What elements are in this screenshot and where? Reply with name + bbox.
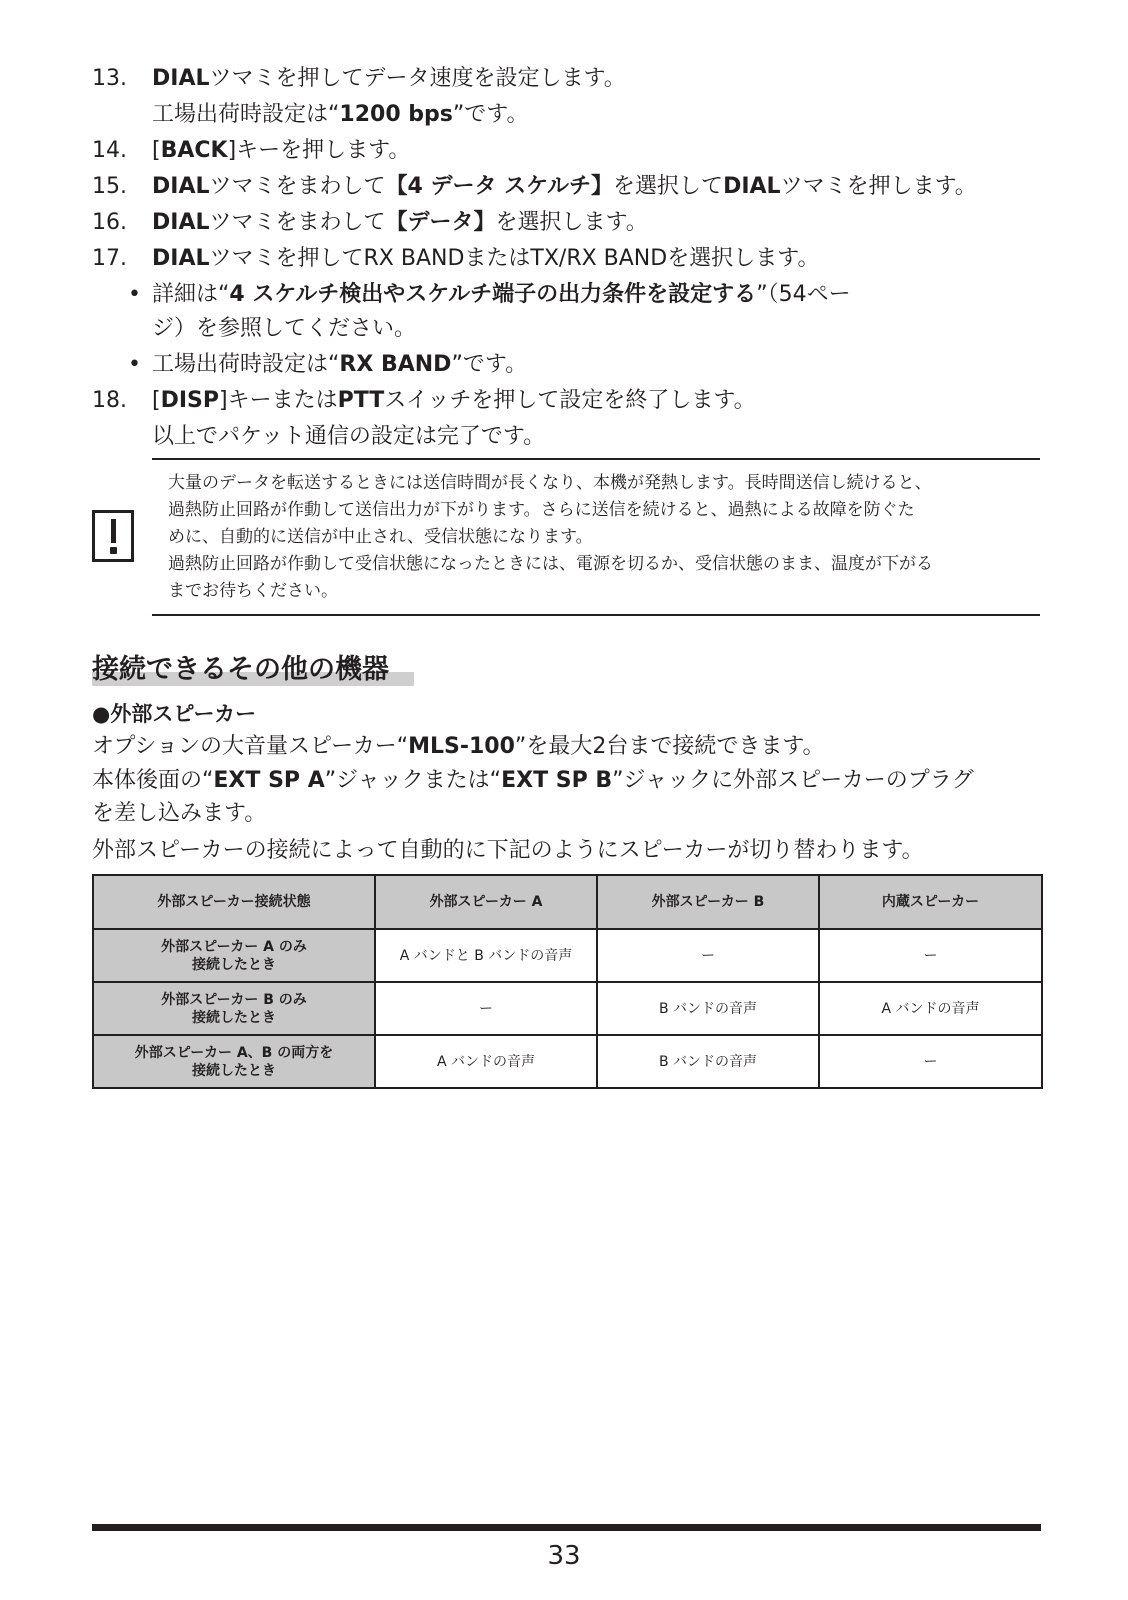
step-number: 13. xyxy=(92,66,127,91)
step-14 xyxy=(92,136,410,166)
state-line: 外部スピーカー A のみ xyxy=(161,938,307,955)
text-bold: DIAL xyxy=(152,174,210,199)
text: ]キーまたは xyxy=(219,388,338,413)
text: ツマミを押してRX BANDまたはTX/RX BANDを選択します。 xyxy=(209,246,820,271)
cell-external-a: ー xyxy=(375,982,597,1035)
text-bold: DIAL xyxy=(152,66,210,91)
text: スイッチを押して設定を終了します。 xyxy=(384,388,756,413)
text: を差し込みます。 xyxy=(92,801,267,826)
text: ツマミをまわして xyxy=(209,210,386,235)
row-state xyxy=(93,982,375,1035)
text: ]キーを押します。 xyxy=(227,138,411,163)
paragraph-3 xyxy=(92,799,266,829)
header-external-b: 外部スピーカー B xyxy=(597,875,819,929)
text: ”（54ペー xyxy=(756,282,851,307)
text-bold: DIAL xyxy=(723,174,781,199)
header-internal: 内蔵スピーカー xyxy=(819,875,1042,929)
text-bold: RX BAND xyxy=(339,352,452,377)
step-18-completion xyxy=(152,422,545,452)
header-connection-state: 外部スピーカー接続状態 xyxy=(93,875,375,929)
step-number: 15. xyxy=(92,174,127,199)
text: 工場出荷時設定は“ xyxy=(152,352,340,377)
step-16 xyxy=(92,208,648,238)
text: ”です。 xyxy=(451,352,528,377)
text: ”です。 xyxy=(452,102,529,127)
caution-line-5: までお待ちください。 xyxy=(168,581,338,601)
caution-top-rule xyxy=(152,458,1040,460)
step-number: 14. xyxy=(92,138,127,163)
text-bold: DIAL xyxy=(152,210,210,235)
text-bold: 4 スケルチ検出やスケルチ端子の出力条件を設定する xyxy=(229,282,757,307)
bullet-dot: • xyxy=(128,282,141,307)
step-number: 16. xyxy=(92,210,127,235)
cell-internal: ー xyxy=(819,1035,1042,1088)
text: ”ジャックまたは“ xyxy=(324,768,502,793)
text-bold: DIAL xyxy=(152,246,210,271)
table-header-row xyxy=(93,875,1042,929)
page-number: 33 xyxy=(547,1541,581,1571)
text: ”を最大2台まで接続できます。 xyxy=(514,734,825,759)
section-heading: 接続できるその他の機器 xyxy=(92,654,389,685)
step-number: 18. xyxy=(92,388,127,413)
step-17-detail-continued xyxy=(152,314,416,344)
cell-external-b: B バンドの音声 xyxy=(597,1035,819,1088)
text-bold: EXT SP A xyxy=(213,768,325,793)
step-13 xyxy=(92,64,626,94)
cell-internal: A バンドの音声 xyxy=(819,982,1042,1035)
speaker-table xyxy=(92,874,1043,1089)
cell-external-b: ー xyxy=(597,929,819,982)
exclamation-icon xyxy=(92,510,134,562)
text: [ xyxy=(152,138,161,163)
text: 詳細は“ xyxy=(152,282,230,307)
table-row xyxy=(93,929,1042,982)
text: を選択して xyxy=(613,174,724,199)
cell-internal: ー xyxy=(819,929,1042,982)
cell-external-b: B バンドの音声 xyxy=(597,982,819,1035)
row-state xyxy=(93,929,375,982)
text-bold: 【4 データ スケルチ】 xyxy=(385,174,614,199)
cell-external-a: A バンドの音声 xyxy=(375,1035,597,1088)
state-line: 外部スピーカー B のみ xyxy=(161,991,307,1008)
step-18 xyxy=(92,386,756,416)
bullet-dot: • xyxy=(128,352,141,377)
step-number: 17. xyxy=(92,246,127,271)
text: 以上でパケット通信の設定は完了です。 xyxy=(152,424,546,449)
text: ”ジャックに外部スピーカーのプラグ xyxy=(612,768,974,793)
text: オプションの大音量スピーカー“ xyxy=(92,734,409,759)
row-state xyxy=(93,1035,375,1088)
caution-line-1: 大量のデータを転送するときには送信時間が長くなり、本機が発熱します。長時間送信し続けると、 xyxy=(168,473,932,493)
text-bold: MLS-100 xyxy=(408,734,515,759)
text-bold: 【データ】 xyxy=(385,210,496,235)
step-17-detail-bullet xyxy=(128,280,851,310)
text: [ xyxy=(152,388,161,413)
state-line: 外部スピーカー A、B の両方を xyxy=(134,1044,334,1061)
caution-line-2: 過熱防止回路が作動して送信出力が下がります。さらに送信を続けると、過熱による故障を防ぐた xyxy=(168,500,915,520)
text-bold: 1200 bps xyxy=(339,102,453,127)
step-17 xyxy=(92,244,819,274)
table-row xyxy=(93,982,1042,1035)
caution-line-4: 過熱防止回路が作動して受信状態になったときには、電源を切るか、受信状態のまま、温度が下がる xyxy=(168,554,933,574)
caution-bottom-rule xyxy=(152,614,1040,616)
text: 工場出荷時設定は“ xyxy=(152,102,340,127)
step-13-default xyxy=(152,100,529,130)
cell-external-a: A バンドと B バンドの音声 xyxy=(375,929,597,982)
subheading-external-speaker: ●外部スピーカー xyxy=(92,702,257,726)
step-17-default-bullet xyxy=(128,350,527,380)
paragraph-2 xyxy=(92,766,974,796)
state-line: 接続したとき xyxy=(192,1009,276,1026)
text-bold: PTT xyxy=(337,388,385,413)
paragraph-4 xyxy=(92,836,924,866)
text-bold: EXT SP B xyxy=(501,768,613,793)
paragraph-1 xyxy=(92,732,825,762)
text-bold: BACK xyxy=(160,138,228,163)
text-bold: DISP xyxy=(160,388,220,413)
state-line: 接続したとき xyxy=(192,1062,276,1079)
footer-rule xyxy=(92,1524,1041,1531)
text: 本体後面の“ xyxy=(92,768,214,793)
step-15 xyxy=(92,172,977,202)
table-row xyxy=(93,1035,1042,1088)
text: ツマミを押します。 xyxy=(780,174,977,199)
text: を選択します。 xyxy=(495,210,648,235)
text: 外部スピーカーの接続によって自動的に下記のようにスピーカーが切り替わります。 xyxy=(92,838,924,863)
caution-line-3: めに、自動的に送信が中止され、受信状態になります。 xyxy=(168,527,593,547)
header-external-a: 外部スピーカー A xyxy=(375,875,597,929)
text: ツマミをまわして xyxy=(209,174,386,199)
state-line: 接続したとき xyxy=(192,956,276,973)
text: ツマミを押してデータ速度を設定します。 xyxy=(209,66,626,91)
text: ジ）を参照してください。 xyxy=(152,316,417,341)
